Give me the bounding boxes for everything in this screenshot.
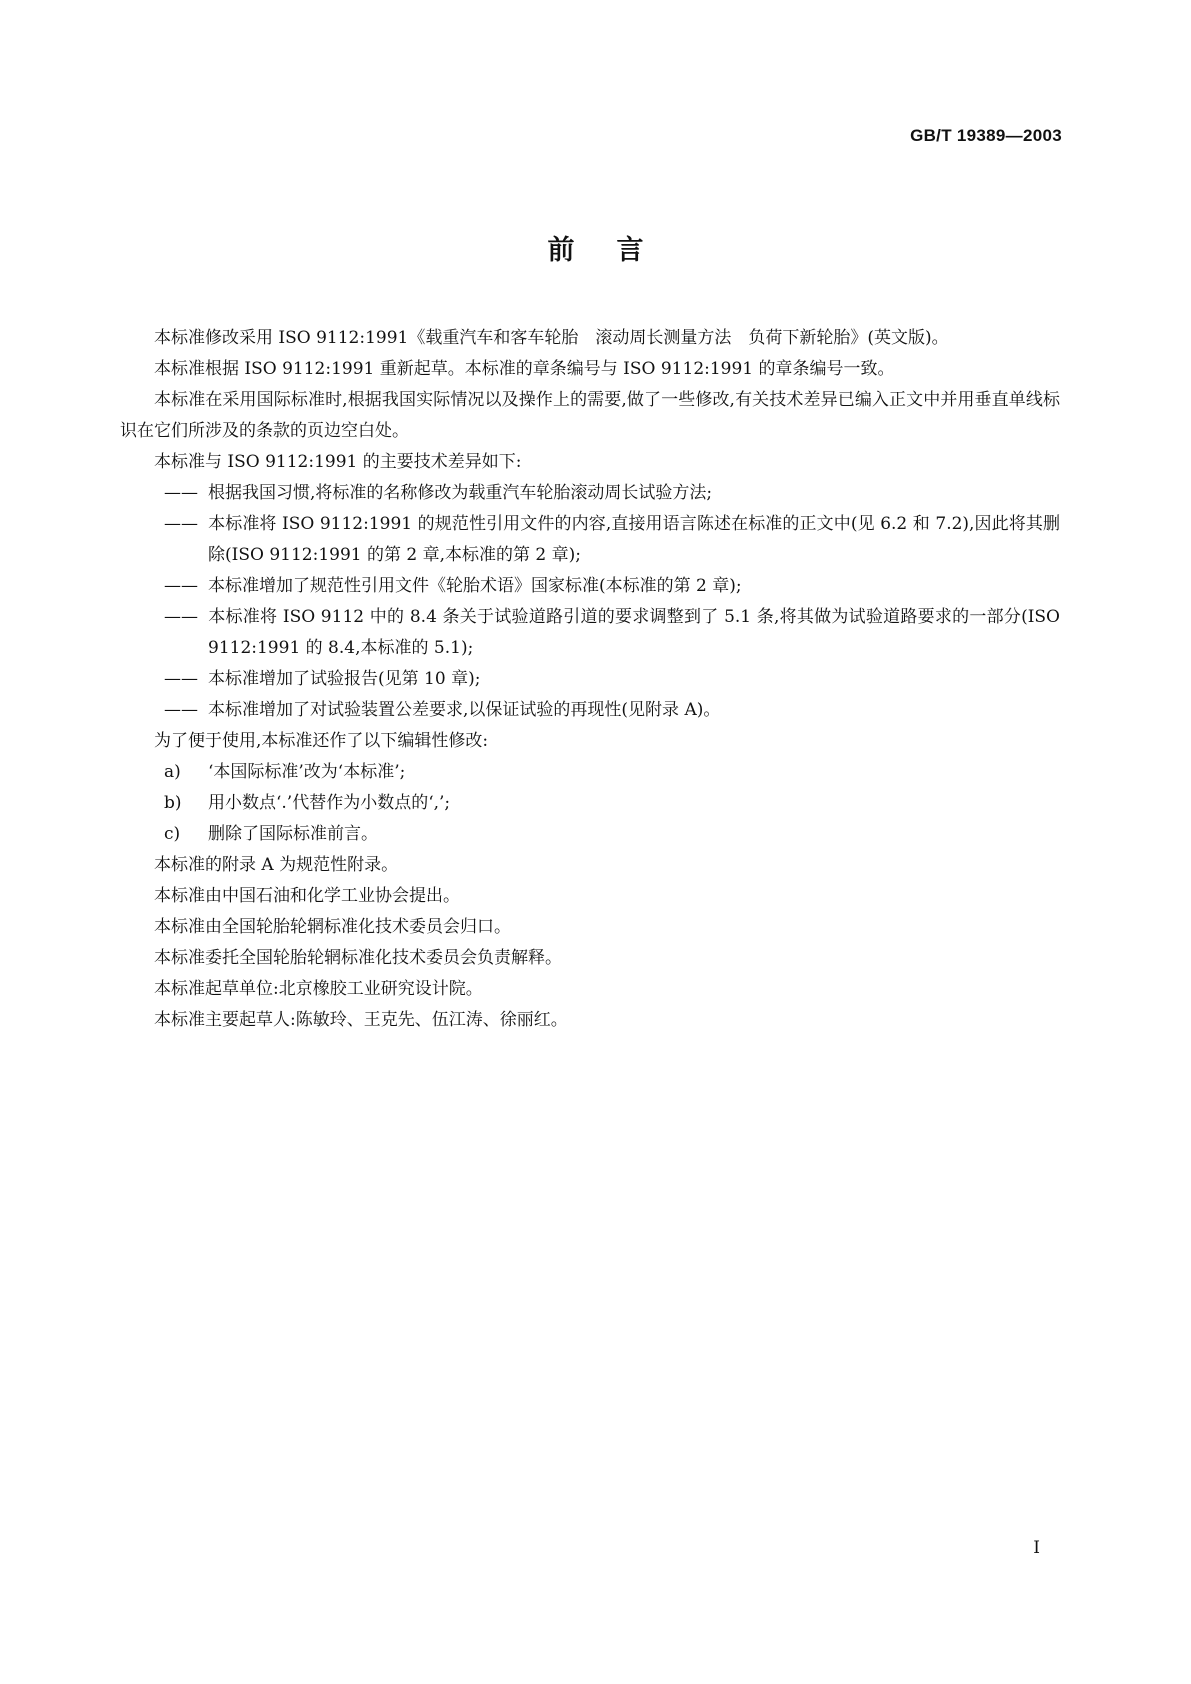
dash-marker: —— — [164, 700, 198, 720]
difference-item — [120, 664, 1060, 695]
paragraph-proposer: 本标准由中国石油和化学工业协会提出。 — [154, 886, 460, 906]
editorial-item — [120, 788, 1060, 819]
difference-text: 本标准将 ISO 9112 中的 8.4 条关于试验道路引道的要求调整到了 5.1 条,将其做为试验道路要求的一部分(ISO 9112:1991 的 8.4,本标准的 5.1); — [208, 607, 1060, 658]
editorial-text: ‘本国际标准’改为‘本标准’; — [208, 762, 406, 782]
list-marker: c) — [164, 824, 181, 844]
difference-item — [120, 509, 1060, 571]
editorial-text: 删除了国际标准前言。 — [208, 824, 378, 844]
paragraph-drafters: 本标准主要起草人:陈敏玲、王克先、伍江涛、徐丽红。 — [154, 1010, 568, 1030]
list-marker: b) — [164, 793, 182, 813]
dash-marker: —— — [164, 669, 198, 689]
paragraph-administrator: 本标准由全国轮胎轮辋标准化技术委员会归口。 — [154, 917, 511, 937]
paragraph-interpretation: 本标准委托全国轮胎轮辋标准化技术委员会负责解释。 — [154, 948, 562, 968]
difference-text: 根据我国习惯,将标准的名称修改为载重汽车轮胎滚动周长试验方法; — [208, 483, 713, 503]
document-body — [120, 323, 1060, 1036]
difference-text: 本标准增加了规范性引用文件《轮胎术语》国家标准(本标准的第 2 章); — [208, 576, 742, 596]
paragraph-drafting-unit: 本标准起草单位:北京橡胶工业研究设计院。 — [154, 979, 483, 999]
dash-marker: —— — [164, 483, 198, 503]
difference-item — [120, 602, 1060, 664]
difference-item — [120, 478, 1060, 509]
editorial-text: 用小数点‘.’代替作为小数点的‘,’; — [208, 793, 451, 813]
page-number: I — [1033, 1538, 1040, 1558]
list-marker: a) — [164, 762, 181, 782]
paragraph-annex: 本标准的附录 A 为规范性附录。 — [154, 855, 399, 875]
difference-text: 本标准增加了试验报告(见第 10 章); — [208, 669, 481, 689]
difference-item — [120, 571, 1060, 602]
paragraph-modification: 本标准在采用国际标准时,根据我国实际情况以及操作上的需要,做了一些修改,有关技术差异已编入正文中并用垂直单线标识在它们所涉及的条款的页边空白处。 — [120, 390, 1060, 441]
paragraph-drafting: 本标准根据 ISO 9112:1991 重新起草。本标准的章条编号与 ISO 9112:1991 的章条编号一致。 — [154, 359, 895, 379]
dash-marker: —— — [164, 576, 198, 596]
dash-marker: —— — [164, 514, 198, 534]
page-title: 前言 — [547, 235, 686, 266]
difference-item — [120, 695, 1060, 726]
editorial-item — [120, 819, 1060, 850]
paragraph-adoption: 本标准修改采用 ISO 9112:1991《载重汽车和客车轮胎 滚动周长测量方法 负荷下新轮胎》(英文版)。 — [154, 328, 949, 348]
dash-marker: —— — [164, 607, 198, 627]
standard-number: GB/T 19389—2003 — [910, 126, 1062, 145]
difference-text: 本标准将 ISO 9112:1991 的规范性引用文件的内容,直接用语言陈述在标准的正文中(见 6.2 和 7.2),因此将其删除(ISO 9112:1991 的第 2 章,本标准的第 2 章); — [208, 514, 1060, 565]
paragraph-editorial-intro: 为了便于使用,本标准还作了以下编辑性修改: — [154, 731, 489, 751]
editorial-item — [120, 757, 1060, 788]
paragraph-differences-intro: 本标准与 ISO 9112:1991 的主要技术差异如下: — [154, 452, 522, 472]
difference-text: 本标准增加了对试验装置公差要求,以保证试验的再现性(见附录 A)。 — [208, 700, 721, 720]
